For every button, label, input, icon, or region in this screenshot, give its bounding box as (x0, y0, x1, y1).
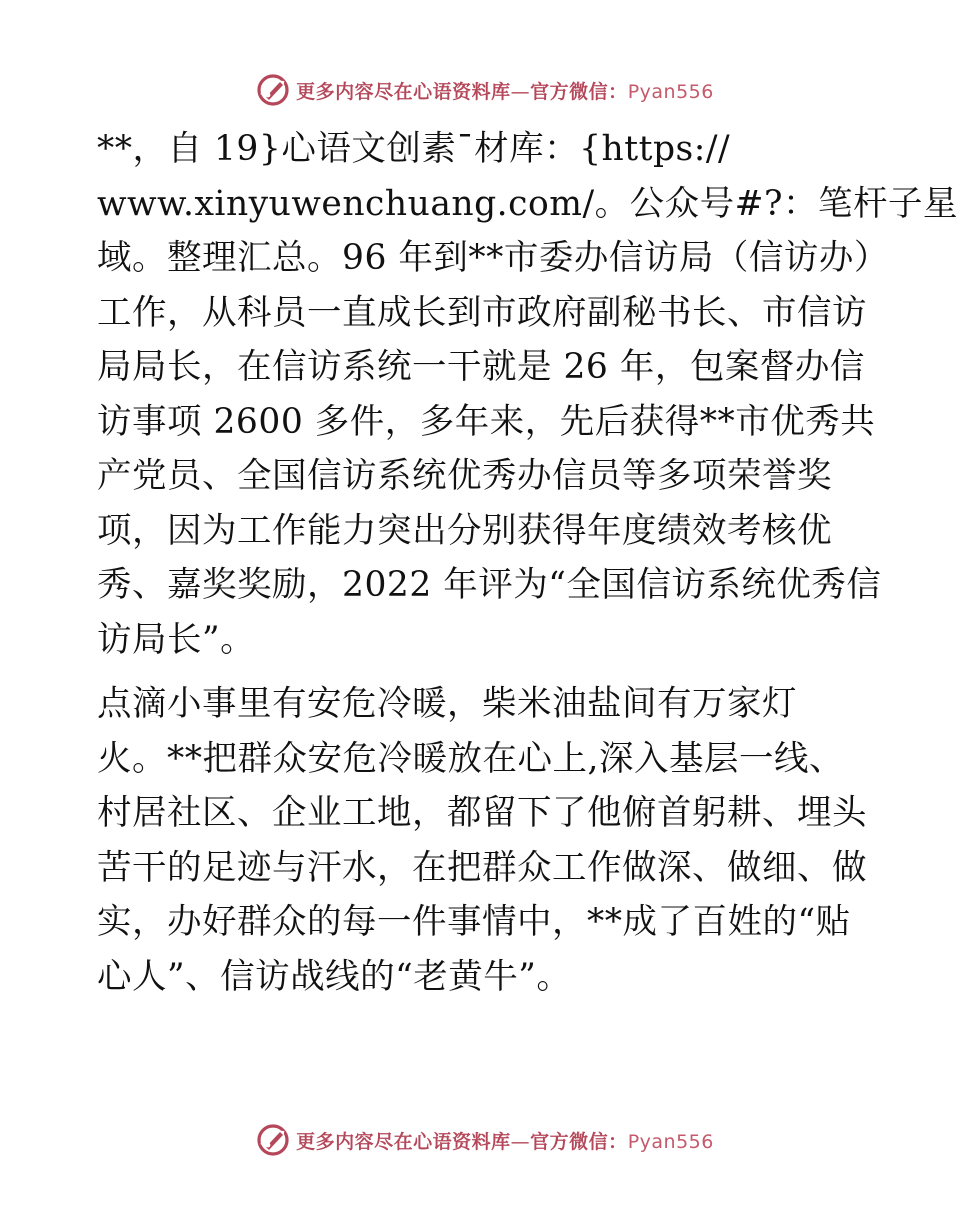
text-line: 工作，从科员一直成长到市政府副秘书长、市信访 (97, 292, 867, 333)
header-banner-text (296, 77, 714, 104)
text-line: 苦干的足迹与汗水，在把群众工作做深、做细、做 (97, 847, 867, 888)
header-banner-dash: — (510, 80, 531, 103)
paragraph-2 (97, 677, 867, 1004)
footer-banner-label: 官方微信： (530, 1130, 628, 1153)
text-line: 心人”、信访战线的“老黄牛”。 (97, 956, 572, 997)
text-line: www.xinyuwenchuang.com/。公众号#?：笔杆子星 (97, 183, 958, 224)
footer-banner-title: 更多内容尽在心语资料库 (296, 1130, 511, 1153)
text-line: 火。**把群众安危冷暖放在心上,深入基层一线、 (97, 738, 844, 779)
text-line: 秀、嘉奖奖励，2022 年评为“全国信访系统优秀信 (97, 565, 882, 605)
header-banner-title: 更多内容尽在心语资料库 (296, 80, 511, 103)
text-line: 域。整理汇总。96 年到**市委办信访局（信访办） (97, 238, 889, 278)
header-banner-id: Pyan556 (627, 80, 714, 103)
header-banner-label: 官方微信： (530, 80, 628, 103)
header-banner-inner (256, 73, 714, 107)
text-line: 局局长，在信访系统一干就是 26 年，包案督办信 (97, 347, 865, 387)
text-line: 点滴小事里有安危冷暖，柴米油盐间有万家灯 (97, 684, 797, 724)
paragraph-1 (97, 122, 958, 667)
footer-banner-text (296, 1127, 714, 1154)
text-line: 访局长”。 (97, 619, 256, 660)
text-line: **，自 19}心语文创素¯材库：{https:// (97, 129, 731, 169)
footer-banner (0, 1120, 950, 1160)
text-line: 村居社区、企业工地，都留下了他俯首躬耕、埋头 (97, 793, 867, 833)
footer-banner-inner (256, 1123, 714, 1157)
brand-logo-icon (256, 1123, 290, 1157)
header-banner (0, 70, 950, 110)
footer-banner-id: Pyan556 (627, 1130, 714, 1153)
text-line: 实，办好群众的每一件事情中，**成了百姓的“贴 (97, 902, 851, 942)
brand-logo-icon (256, 73, 290, 107)
footer-banner-dash: — (510, 1130, 531, 1153)
document-body (97, 122, 958, 1004)
text-line: 产党员、全国信访系统优秀办信员等多项荣誉奖 (97, 456, 832, 496)
text-line: 访事项 2600 多件，多年来，先后获得**市优秀共 (97, 401, 876, 442)
text-line: 项，因为工作能力突出分别获得年度绩效考核优 (97, 510, 832, 551)
